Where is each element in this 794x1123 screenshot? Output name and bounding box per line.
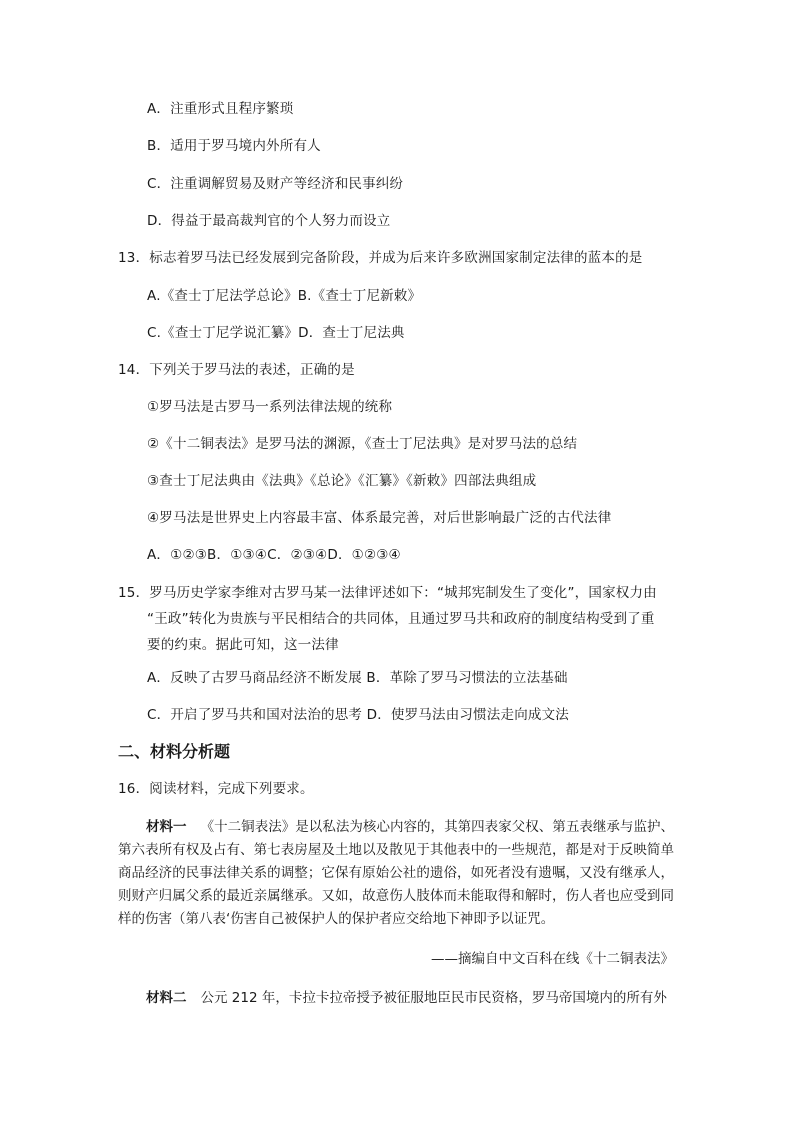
- q14-options: A．①②③B．①③④C．②③④D．①②③④: [147, 547, 401, 563]
- section-heading: 二、材料分析题: [118, 742, 231, 761]
- q13-options-cd: C.《查士丁尼学说汇纂》D．查士丁尼法典: [147, 325, 405, 341]
- material-2-label: 材料二: [146, 990, 187, 1006]
- q13-stem: 13．标志着罗马法已经发展到完备阶段，并成为后来许多欧洲国家制定法律的蓝本的是: [118, 250, 643, 266]
- q13-options-ab: A.《查士丁尼法学总论》B.《查士丁尼新敕》: [147, 288, 422, 304]
- q12-option-b: B．适用于罗马境内外所有人: [147, 138, 321, 154]
- q14-stem: 14．下列关于罗马法的表述，正确的是: [118, 362, 355, 378]
- q12-option-a: A．注重形式且程序繁琐: [147, 101, 294, 117]
- material-1-label: 材料一: [146, 819, 187, 835]
- q15-options-ab: A．反映了古罗马商品经济不断发展 B．革除了罗马习惯法的立法基础: [147, 670, 568, 686]
- q14-statement-1: ①罗马法是古罗马一系列法律法规的统称: [147, 399, 393, 415]
- material-1-text: 《十二铜表法》是以私法为核心内容的，其第四表家父权、第五表继承与监护、第六表所有权及占有、第七表房屋及土地以及散见于其他表中的一些规范，都是对于反映简单商品经济的民事法律关系的调整；它保有原始公社的遗俗，如死者没有遗嘱，又没有继承人，则财产归属父系的最近亲属继承。又如，故意伤人肢体而未能取得和解时，伤人者也应受到同样的伤害（第八表‘伤害自己被保护人的保护者应交给地下神即予以证咒。: [118, 819, 675, 927]
- q14-statement-2: ②《十二铜表法》是罗马法的渊源，《查士丁尼法典》是对罗马法的总结: [147, 436, 578, 452]
- q12-option-c: C．注重调解贸易及财产等经济和民事纠纷: [147, 176, 404, 192]
- material-2-text: 公元 212 年，卡拉卡拉帝授予被征服地臣民市民资格，罗马帝国境内的所有外: [200, 990, 667, 1006]
- q15-stem-line-1: 15．罗马历史学家李维对古罗马某一法律评述如下：“城邦宪制发生了变化”，国家权力由: [118, 585, 657, 601]
- q14-statement-3: ③查士丁尼法典由《法典》《总论》《汇纂》《新敕》四部法典组成: [147, 473, 537, 489]
- q16-stem: 16．阅读材料，完成下列要求。: [118, 781, 314, 797]
- material-2-paragraph: [118, 988, 674, 1008]
- q12-option-d: D．得益于最高裁判官的个人努力而设立: [147, 213, 391, 229]
- q14-statement-4: ④罗马法是世界史上内容最丰富、体系最完善，对后世影响最广泛的古代法律: [147, 510, 612, 526]
- q15-stem-line-2: “王政”转化为贵族与平民相结合的共同体，且通过罗马共和政府的制度结构受到了重: [147, 611, 655, 627]
- q15-stem-line-3: 要的约束。据此可知，这一法律: [147, 637, 339, 653]
- q15-options-cd: C．开启了罗马共和国对法治的思考 D．使罗马法由习惯法走向成文法: [147, 707, 570, 723]
- material-1-source: ——摘编自中文百科在线《十二铜表法》: [431, 951, 674, 967]
- material-1-paragraph: [118, 816, 674, 931]
